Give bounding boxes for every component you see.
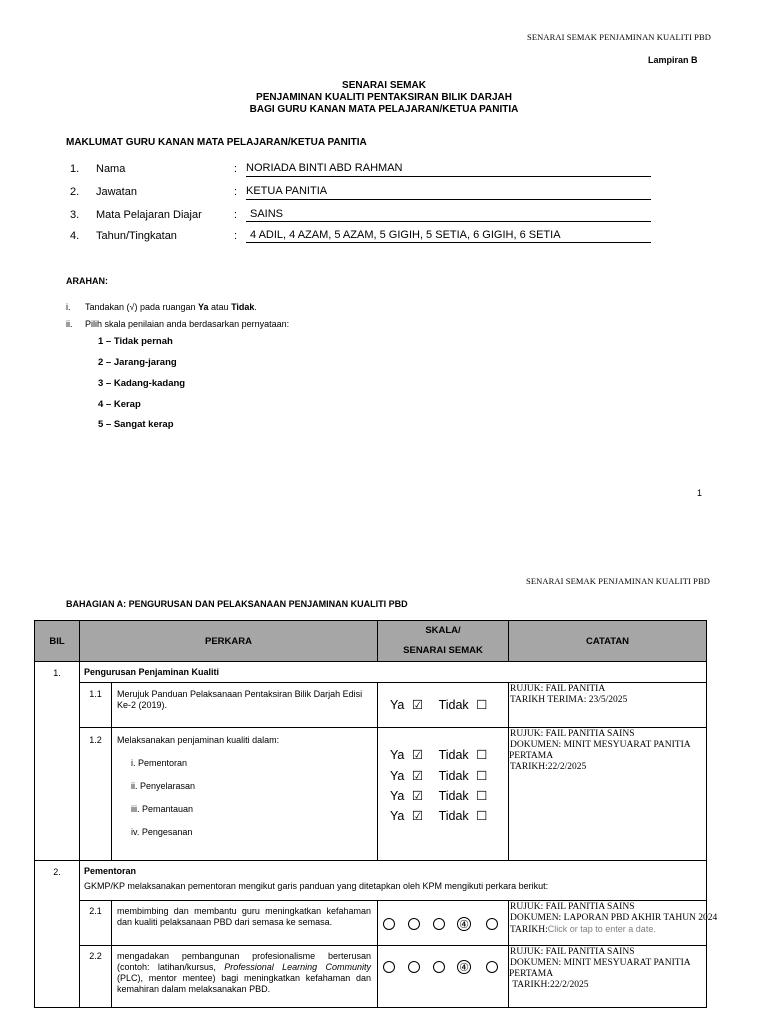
info-label: Jawatan	[96, 186, 137, 198]
info-number: 1.	[70, 163, 80, 175]
ya-label: Ya	[390, 809, 405, 823]
arahan-item-2	[66, 319, 466, 329]
row-1-2-text	[111, 727, 377, 860]
row-2-1-rating	[377, 900, 508, 945]
info-colon: :	[234, 209, 238, 221]
row-2-2-text	[111, 945, 377, 1007]
tarikh-label: TARIKH:	[510, 925, 548, 935]
rating-option-4-selected[interactable]	[457, 917, 471, 931]
info-label: Tahun/Tingkatan	[96, 230, 177, 242]
tidak-label: Tidak	[438, 769, 469, 783]
check-row	[390, 695, 487, 715]
rating-option-2[interactable]	[408, 961, 420, 973]
header-skala-line-1: SKALA/	[425, 625, 461, 636]
arahan-item-1	[66, 302, 466, 312]
ya-label: Ya	[390, 789, 405, 803]
ya-checkbox[interactable]: ☑	[411, 698, 424, 712]
item-number: 2.1	[89, 906, 102, 916]
mata-pelajaran-field[interactable]: SAINS	[246, 208, 651, 222]
item-number: 2.2	[89, 951, 102, 961]
header-bil	[35, 621, 79, 661]
tidak-label: Tidak	[438, 698, 469, 712]
scale-item-4: 4 – Kerap	[98, 399, 141, 410]
ya-label: Ya	[390, 698, 405, 712]
header-catatan-label: CATATAN	[585, 635, 630, 647]
lampiran-label: Lampiran B	[648, 55, 698, 65]
catatan-line: TARIKH:22/2/2025	[510, 980, 589, 990]
row-1-2-catatan	[508, 727, 706, 860]
subitem-pengesanan: iv. Pengesanan	[131, 827, 193, 837]
section-number: 1.	[53, 668, 61, 678]
tidak-checkbox[interactable]: ☐	[476, 769, 488, 783]
row-1-1-number	[79, 682, 111, 727]
document-title-line-3: BAGI GURU KANAN MATA PELAJARAN/KETUA PANITIA	[249, 104, 519, 115]
check-row	[390, 786, 487, 806]
tahun-tingkatan-field[interactable]: 4 ADIL, 4 AZAM, 5 AZAM, 5 GIGIH, 5 SETIA, 6 GIGIH, 6 SETIA	[246, 229, 651, 243]
ya-checkbox[interactable]: ☑	[411, 809, 424, 823]
info-label: Mata Pelajaran Diajar	[96, 209, 202, 221]
header-skala	[377, 621, 508, 661]
info-number: 4.	[70, 230, 80, 242]
arahan-ya: Ya	[198, 302, 209, 312]
scale-item-2: 2 – Jarang-jarang	[98, 357, 177, 368]
row-2-1-catatan	[508, 900, 718, 945]
row-2-1-text	[111, 900, 377, 945]
tidak-checkbox[interactable]: ☐	[476, 698, 488, 712]
header-perkara	[79, 621, 377, 661]
item-text: Melaksanakan penjaminan kualiti dalam:	[117, 735, 280, 745]
row-1-1-text	[111, 682, 377, 727]
header-catatan	[508, 621, 706, 661]
catatan-tarikh-row	[510, 924, 706, 936]
catatan-line: PERTAMA	[509, 751, 554, 761]
row-2-2-number	[79, 945, 111, 1007]
running-header: SENARAI SEMAK PENJAMINAN KUALITI PBD	[527, 32, 711, 42]
catatan-line: RUJUK: FAIL PANITIA SAINS	[510, 729, 635, 739]
rating-selected-label: ④	[459, 918, 469, 931]
tidak-checkbox[interactable]: ☐	[476, 748, 488, 762]
arahan-text: Pilih skala penilaian anda berdasarkan pernyataan:	[85, 319, 290, 329]
catatan-line: RUJUK: FAIL PANITIA	[510, 684, 606, 694]
arahan-number: i.	[66, 302, 71, 312]
info-number: 2.	[70, 186, 80, 198]
ya-checkbox[interactable]: ☑	[411, 769, 424, 783]
running-header: SENARAI SEMAK PENJAMINAN KUALITI PBD	[526, 576, 710, 586]
row-1-2-checks	[377, 727, 508, 860]
section-2-number	[35, 860, 79, 1007]
rating-option-5[interactable]	[486, 961, 498, 973]
row-2-1-number	[79, 900, 111, 945]
rating-option-1[interactable]	[383, 918, 395, 930]
info-label: Nama	[96, 163, 126, 175]
rating-option-1[interactable]	[383, 961, 395, 973]
item-text: (PLC), mentor mentee) bagi meningkatkan kefahaman dan kemahiran dalam melaksanakan PBD.	[117, 973, 371, 994]
tidak-checkbox[interactable]: ☐	[476, 789, 488, 803]
catatan-line: DOKUMEN: LAPORAN PBD AKHIR TAHUN 2024	[510, 913, 718, 923]
tidak-label: Tidak	[438, 789, 469, 803]
rating-option-5[interactable]	[486, 918, 498, 930]
rating-option-3[interactable]	[433, 961, 445, 973]
tidak-label: Tidak	[438, 809, 469, 823]
document-title-line-2: PENJAMINAN KUALITI PENTAKSIRAN BILIK DARJAH	[256, 92, 512, 103]
catatan-line: TARIKH:22/2/2025	[510, 762, 587, 772]
page-number: 1	[697, 488, 703, 498]
check-row	[390, 806, 487, 826]
check-row	[390, 745, 487, 765]
rating-option-4-selected[interactable]	[457, 960, 471, 974]
section-1-title	[79, 661, 706, 682]
subitem-pemantauan: iii. Pemantauan	[131, 804, 194, 814]
section-intro: GKMP/KP melaksanakan pementoran mengikut garis panduan yang ditetapkan oleh KPM mengikuti perkara berikut:	[84, 881, 549, 891]
header-skala-line-2: SENARAI SEMAK	[403, 645, 483, 656]
section-title: Pementoran	[84, 866, 137, 876]
row-1-1-catatan	[508, 682, 706, 727]
catatan-line: RUJUK: FAIL PANITIA SAINS	[510, 902, 635, 912]
checklist-table	[34, 620, 718, 1008]
tidak-checkbox[interactable]: ☐	[476, 809, 488, 823]
tidak-label: Tidak	[438, 748, 469, 762]
check-row	[390, 766, 487, 786]
scale-item-3: 3 – Kadang-kadang	[98, 378, 186, 389]
scale-item-5: 5 – Sangat kerap	[98, 419, 174, 430]
nama-field[interactable]: NORIADA BINTI ABD RAHMAN	[246, 162, 651, 177]
ya-checkbox[interactable]: ☑	[411, 789, 424, 803]
arahan-heading: ARAHAN:	[66, 276, 108, 286]
ya-label: Ya	[390, 748, 405, 762]
item-text: mengadakan pembangunan profesionalisme berterusan (contoh: latihan/kursus,	[117, 951, 371, 972]
ya-checkbox[interactable]: ☑	[411, 748, 424, 762]
document-title-line-1: SENARAI SEMAK	[342, 80, 426, 91]
arahan-number: ii.	[66, 319, 73, 329]
row-2-2-catatan	[508, 945, 706, 1007]
ya-label: Ya	[390, 769, 405, 783]
header-perkara-label: PERKARA	[205, 635, 252, 647]
item-text: Merujuk Panduan Pelaksanaan Pentaksiran Bilik Darjah Edisi Ke-2 (2019).	[117, 689, 363, 710]
catatan-line: TARIKH TERIMA: 23/5/2025	[510, 695, 628, 705]
header-bil-label: BIL	[49, 635, 65, 647]
jawatan-field[interactable]: KETUA PANITIA	[246, 185, 651, 200]
item-text-emphasis: Professional Learning Community	[224, 962, 371, 972]
item-text: membimbing dan membantu guru meningkatkan kefahaman dan kualiti pelaksanaan PBD dari semasa ke semasa.	[117, 906, 371, 927]
scale-item-1: 1 – Tidak pernah	[98, 336, 173, 347]
section-1-number	[35, 661, 79, 860]
item-number: 1.2	[89, 735, 102, 745]
info-number: 3.	[70, 209, 80, 221]
arahan-text: atau	[208, 302, 232, 312]
info-colon: :	[234, 230, 238, 242]
row-2-2-rating	[377, 945, 508, 1007]
section-number: 2.	[53, 867, 61, 877]
date-picker-field[interactable]: Click or tap to enter a date.	[547, 924, 656, 934]
info-section-heading: MAKLUMAT GURU KANAN MATA PELAJARAN/KETUA PANITIA	[66, 137, 367, 148]
arahan-text: .	[254, 302, 257, 312]
info-colon: :	[234, 163, 238, 175]
section-a-title: BAHAGIAN A: PENGURUSAN DAN PELAKSANAAN PENJAMINAN KUALITI PBD	[66, 599, 408, 609]
row-1-2-number	[79, 727, 111, 860]
arahan-tidak: Tidak	[231, 302, 255, 312]
info-colon: :	[234, 186, 238, 198]
catatan-line: DOKUMEN: MINIT MESYUARAT PANITIA	[510, 958, 691, 968]
rating-option-3[interactable]	[433, 918, 445, 930]
catatan-line: RUJUK: FAIL PANITIA SAINS	[510, 947, 635, 957]
section-title: Pengurusan Penjaminan Kualiti	[84, 667, 220, 677]
item-number: 1.1	[89, 689, 102, 699]
subitem-pementoran: i. Pementoran	[131, 758, 188, 768]
catatan-line: DOKUMEN: MINIT MESYUARAT PANITIA	[510, 740, 691, 750]
catatan-line: PERTAMA	[509, 969, 554, 979]
arahan-text: Tandakan (√) pada ruangan	[85, 302, 199, 312]
rating-selected-label: ④	[459, 961, 469, 974]
row-1-1-checks	[377, 682, 508, 727]
section-2-header	[79, 860, 706, 900]
subitem-penyelarasan: ii. Penyelarasan	[131, 781, 196, 791]
rating-option-2[interactable]	[408, 918, 420, 930]
